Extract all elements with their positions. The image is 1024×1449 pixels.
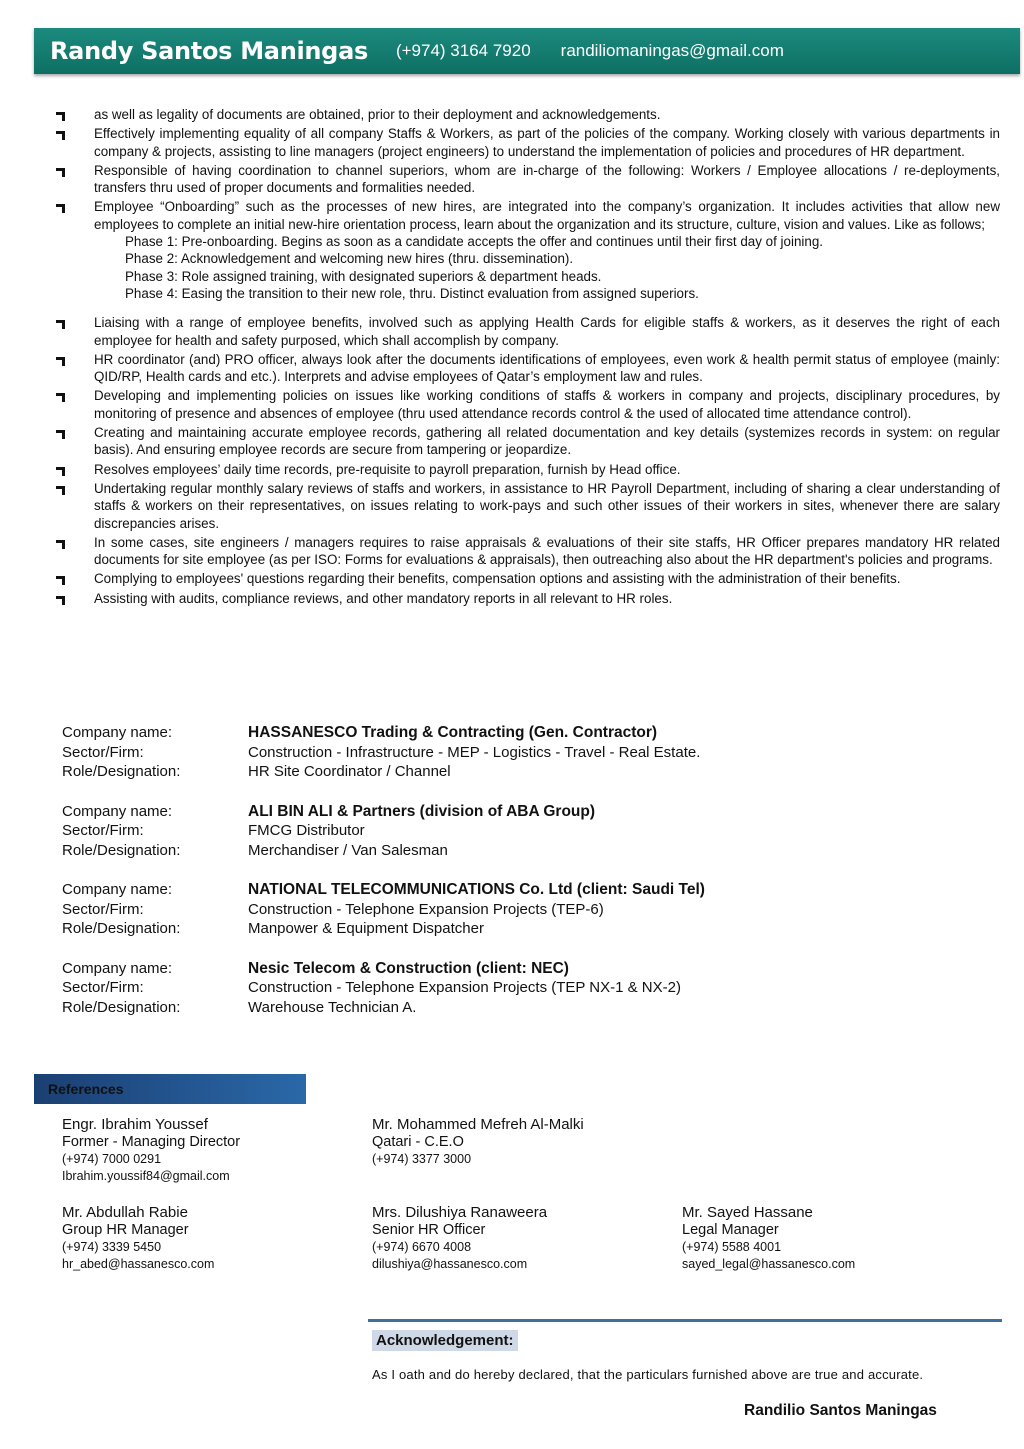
duty-item: HR coordinator (and) PRO officer, always look after the documents identifications of employees, even work & health permit status of employee (mainly: QID/RP, Health cards and etc.). Interprets and advise employees of Qatar’s employment law and rules. bbox=[56, 351, 1000, 386]
sector-value: Construction - Telephone Expansion Projects (TEP NX-1 & NX-2) bbox=[248, 979, 681, 996]
duties-list bbox=[56, 106, 1000, 609]
bullet-icon bbox=[56, 204, 65, 207]
bullet-icon bbox=[56, 393, 65, 396]
bullet-icon bbox=[56, 112, 65, 115]
duty-item: Resolves employees’ daily time records, pre-requisite to payroll preparation, furnish by Head office. bbox=[56, 461, 1000, 478]
company-name: NATIONAL TELECOMMUNICATIONS Co. Ltd (client: Saudi Tel) bbox=[248, 881, 705, 898]
job-entry bbox=[62, 723, 962, 782]
role-label: Role/Designation: bbox=[62, 920, 181, 937]
resume-header bbox=[34, 28, 1020, 74]
role-value: Merchandiser / Van Salesman bbox=[248, 841, 448, 859]
bullet-icon bbox=[56, 596, 65, 599]
bullet-icon bbox=[56, 576, 65, 579]
onboarding-phase: Phase 4: Easing the transition to their new role, thru. Distinct evaluation from assigned superiors. bbox=[125, 285, 699, 301]
sector-label: Sector/Firm: bbox=[62, 979, 144, 996]
company-name: HASSANESCO Trading & Contracting (Gen. Contractor) bbox=[248, 724, 658, 741]
duty-item: as well as legality of documents are obtained, prior to their deployment and acknowledgements. bbox=[56, 106, 1000, 123]
bullet-icon bbox=[56, 486, 65, 489]
reference-title: Qatari - C.E.O bbox=[372, 1134, 464, 1150]
employment-history bbox=[62, 723, 962, 1037]
acknowledgement-text: As I oath and do hereby declared, that the particulars furnished above are true and accurate. bbox=[372, 1367, 924, 1382]
job-entry bbox=[62, 880, 962, 939]
duty-item: Developing and implementing policies on issues like working conditions of staffs & workers in company and projects, disciplinary procedures, by monitoring of presence and absences of employee (thru used attendance records control & the used of allocated time attendance control). bbox=[56, 387, 1000, 422]
reference-phone: (+974) 3339 5450 bbox=[62, 1240, 162, 1254]
reference-phone: (+974) 6670 4008 bbox=[372, 1240, 472, 1254]
reference-email: sayed_legal@hassanesco.com bbox=[682, 1257, 856, 1271]
bullet-icon bbox=[56, 131, 65, 134]
candidate-phone: (+974) 3164 7920 bbox=[395, 41, 531, 60]
reference-card bbox=[372, 1116, 584, 1168]
company-name: Nesic Telecom & Construction (client: NEC) bbox=[248, 959, 569, 977]
duty-item: Effectively implementing equality of all company Staffs & Workers, as part of the policies of the company. Working closely with various departments in company & projects, assisting to line managers (project engineers) to understand the implementation of policies and procedures of HR department. bbox=[56, 125, 1000, 160]
reference-phone: (+974) 3377 3000 bbox=[372, 1152, 472, 1166]
role-value: Warehouse Technician A. bbox=[248, 998, 417, 1016]
bullet-icon bbox=[56, 357, 65, 360]
onboarding-phase: Phase 3: Role assigned training, with designated superiors & department heads. bbox=[125, 268, 602, 284]
duty-item: Undertaking regular monthly salary reviews of staffs and workers, in assistance to HR Payroll Department, including of sharing a clear understanding of staffs & workers on their representatives, on issues relating to work-pays and such other issues of their workers in sites, whenever there are salary discrepancies arises. bbox=[56, 480, 1000, 532]
role-value: HR Site Coordinator / Channel bbox=[248, 763, 451, 780]
company-label: Company name: bbox=[62, 959, 173, 977]
reference-title: Former - Managing Director bbox=[62, 1134, 241, 1150]
candidate-name: Randy Santos Maningas bbox=[50, 37, 368, 65]
acknowledgement-title: Acknowledgement: bbox=[372, 1330, 518, 1351]
onboarding-phase: Phase 1: Pre-onboarding. Begins as soon as a candidate accepts the offer and continues until their first day of joining. bbox=[125, 234, 823, 250]
company-name: ALI BIN ALI & Partners (division of ABA Group) bbox=[248, 802, 596, 820]
candidate-email: randiliomaningas@gmail.com bbox=[560, 41, 784, 60]
duty-item: Creating and maintaining accurate employee records, gathering all related documentation and key details (systemizes records in system: on regular basis). And ensuring employee records are secure from tampering or jeopardize. bbox=[56, 424, 1000, 459]
job-entry bbox=[62, 802, 962, 861]
reference-name: Mr. Abdullah Rabie bbox=[62, 1204, 188, 1221]
bullet-icon bbox=[56, 168, 65, 171]
bullet-icon bbox=[56, 540, 65, 543]
duty-item: Assisting with audits, compliance reviews, and other mandatory reports in all relevant to HR roles. bbox=[56, 590, 1000, 607]
role-label: Role/Designation: bbox=[62, 841, 181, 859]
reference-email: dilushiya@hassanesco.com bbox=[372, 1257, 528, 1271]
role-label: Role/Designation: bbox=[62, 763, 181, 780]
company-label: Company name: bbox=[62, 881, 173, 898]
bullet-icon bbox=[56, 430, 65, 433]
job-entry bbox=[62, 959, 962, 1018]
duty-item: Liaising with a range of employee benefits, involved such as applying Health Cards for eligible staffs & workers, as it deserves the right of each employee for health and safety purposed, which shall accomplish by company. bbox=[56, 314, 1000, 349]
reference-title: Legal Manager bbox=[682, 1222, 779, 1238]
duty-item: Complying to employees' questions regarding their benefits, compensation options and assisting with the administration of their benefits. bbox=[56, 570, 1000, 587]
reference-name: Mr. Sayed Hassane bbox=[682, 1204, 813, 1221]
duty-item: In some cases, site engineers / managers requires to raise appraisals & evaluations of their site staffs, HR Officer prepares mandatory HR related documents for site employee (as per ISO: Forms for evaluations & appraisals), then outreaching also about the HR department's policies and programs. bbox=[56, 534, 1000, 569]
sector-label: Sector/Firm: bbox=[62, 822, 144, 839]
company-label: Company name: bbox=[62, 724, 173, 741]
sector-label: Sector/Firm: bbox=[62, 743, 144, 761]
references-heading: References bbox=[34, 1074, 306, 1104]
role-label: Role/Designation: bbox=[62, 998, 181, 1016]
reference-phone: (+974) 5588 4001 bbox=[682, 1240, 782, 1254]
reference-email: hr_abed@hassanesco.com bbox=[62, 1257, 215, 1271]
reference-card bbox=[62, 1204, 214, 1273]
acknowledgement-divider bbox=[368, 1319, 1002, 1322]
reference-title: Senior HR Officer bbox=[372, 1222, 486, 1238]
company-label: Company name: bbox=[62, 802, 173, 820]
bullet-icon bbox=[56, 320, 65, 323]
reference-name: Engr. Ibrahim Youssef bbox=[62, 1116, 208, 1133]
duty-item: Responsible of having coordination to channel superiors, whom are in-charge of the following: Workers / Employee allocations / re-deployments, transfers thru used of proper documents and formalities needed. bbox=[56, 162, 1000, 197]
duty-item: Employee “Onboarding” such as the processes of new hires, are integrated into the company’s organization. It includes activities that allow new employees to complete an initial new-hire orientation process, learn about the organization and its structure, culture, vision and values. Like as follows; Phase 1: Pre-onboarding. Begins as soon as a candidate accepts the offer and continues until their first day of joining. Phase 2: Acknowledgement and welcoming new hires (thru. dissemination). Phase 3: Role assigned training, with designated superiors & department heads. Phase 4: Easing the transition to their new role, thru. Distinct evaluation from assigned superiors. bbox=[56, 198, 1000, 302]
bullet-icon bbox=[56, 467, 65, 470]
sector-value: Construction - Telephone Expansion Projects (TEP-6) bbox=[248, 900, 604, 918]
reference-phone: (+974) 7000 0291 bbox=[62, 1152, 162, 1166]
reference-card bbox=[62, 1116, 240, 1185]
sector-value: Construction - Infrastructure - MEP - Logistics - Travel - Real Estate. bbox=[248, 743, 701, 761]
reference-title: Group HR Manager bbox=[62, 1222, 189, 1238]
reference-name: Mr. Mohammed Mefreh Al-Malki bbox=[372, 1116, 584, 1133]
sector-label: Sector/Firm: bbox=[62, 900, 144, 918]
reference-card bbox=[372, 1204, 547, 1273]
reference-card bbox=[682, 1204, 855, 1273]
signature-name: Randilio Santos Maningas bbox=[744, 1402, 937, 1419]
onboarding-phase: Phase 2: Acknowledgement and welcoming new hires (thru. dissemination). bbox=[125, 251, 574, 267]
sector-value: FMCG Distributor bbox=[248, 822, 365, 839]
role-value: Manpower & Equipment Dispatcher bbox=[248, 920, 484, 937]
reference-name: Mrs. Dilushiya Ranaweera bbox=[372, 1204, 548, 1221]
reference-email: Ibrahim.youssif84@gmail.com bbox=[62, 1169, 230, 1183]
